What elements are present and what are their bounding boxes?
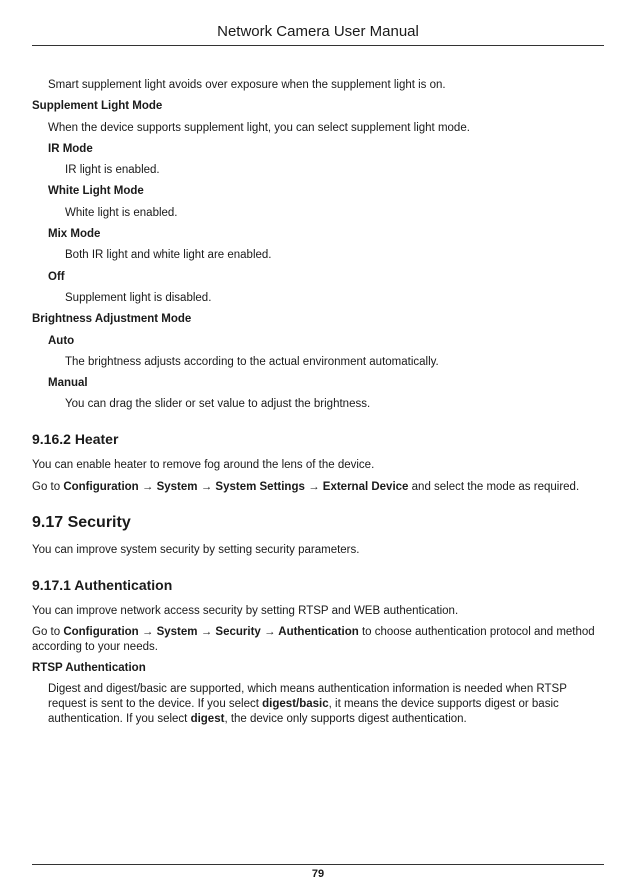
paragraph: Digest and digest/basic are supported, which means authentication information is needed when RTSP request is sent to the device. If you select digest/basic, it means the device supports digest or basic authentication. If you select digest, the device only supports digest authentication. <box>48 683 567 726</box>
paragraph: You can enable heater to remove fog around the lens of the device. <box>32 459 375 472</box>
paragraph: White light is enabled. <box>65 206 178 219</box>
page-number: 79 <box>311 868 325 880</box>
section-heading-security: 9.17 Security <box>32 513 131 531</box>
paragraph: When the device supports supplement light, you can select supplement light mode. <box>48 121 470 134</box>
term-supplement-light-mode: Supplement Light Mode <box>32 100 163 113</box>
page-content <box>32 78 606 733</box>
term-manual: Manual <box>48 377 88 390</box>
navigation-path: Go to Configuration → System → Security → Authentication to choose authentication protocol and method according to your needs. <box>32 626 595 654</box>
paragraph: You can improve network access security by setting RTSP and WEB authentication. <box>32 604 459 617</box>
section-heading-authentication: 9.17.1 Authentication <box>32 576 173 593</box>
paragraph: Supplement light is disabled. <box>65 291 212 304</box>
term-rtsp-authentication: RTSP Authentication <box>32 662 146 675</box>
page-footer <box>32 864 604 880</box>
term-auto: Auto <box>48 334 75 347</box>
paragraph: You can drag the slider or set value to adjust the brightness. <box>65 398 371 411</box>
paragraph: Both IR light and white light are enabled. <box>65 249 272 262</box>
paragraph: You can improve system security by setting security parameters. <box>32 543 360 556</box>
paragraph: IR light is enabled. <box>65 164 160 177</box>
term-brightness-adjustment-mode: Brightness Adjustment Mode <box>32 313 192 326</box>
paragraph: Smart supplement light avoids over exposure when the supplement light is on. <box>48 79 446 91</box>
paragraph: The brightness adjusts according to the actual environment automatically. <box>65 355 439 368</box>
manual-title: Network Camera User Manual <box>217 23 419 40</box>
term-white-light-mode: White Light Mode <box>48 185 144 198</box>
term-ir-mode: IR Mode <box>48 142 93 155</box>
term-off: Off <box>48 270 65 283</box>
section-heading-heater: 9.16.2 Heater <box>32 431 119 448</box>
term-mix-mode: Mix Mode <box>48 228 101 241</box>
page-header <box>32 22 604 46</box>
navigation-path: Go to Configuration → System → System Settings → External Device and select the mode as required. <box>32 480 580 493</box>
